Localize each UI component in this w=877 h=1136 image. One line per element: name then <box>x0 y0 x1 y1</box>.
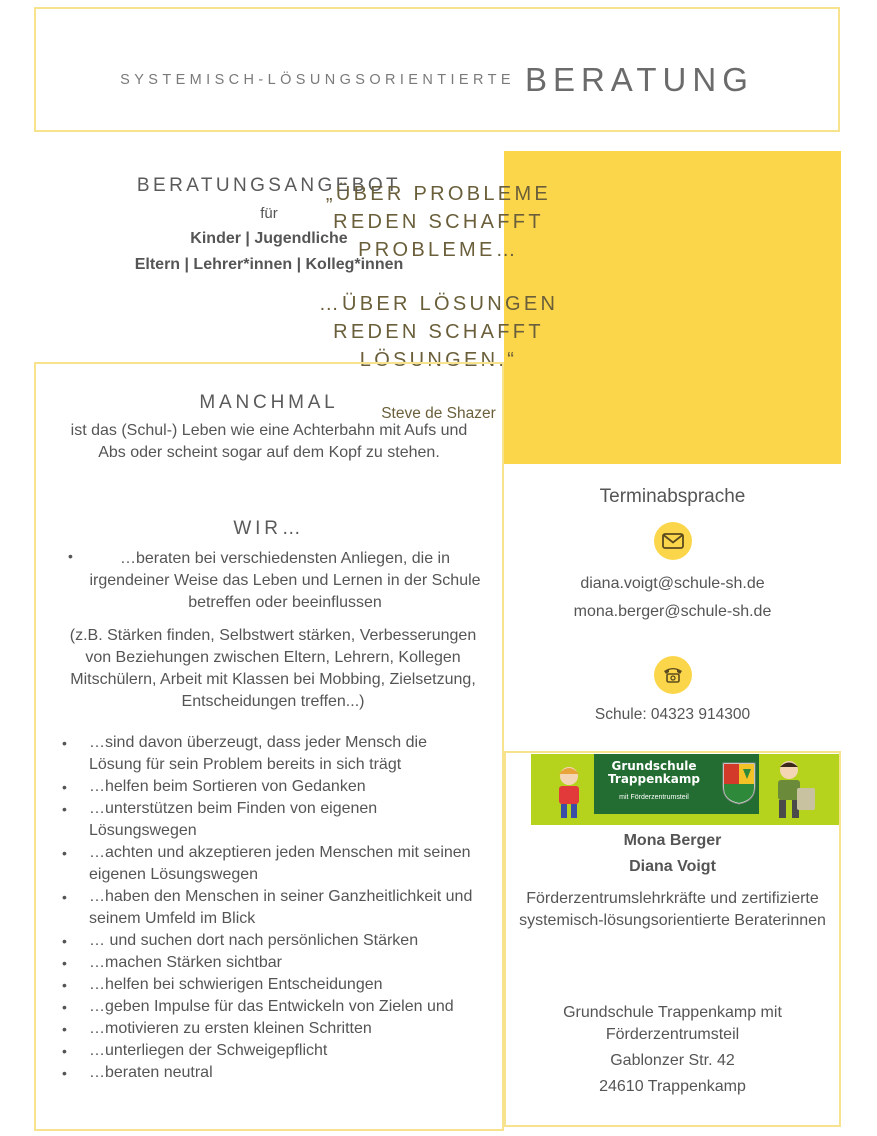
email-link[interactable]: mona.berger@schule-sh.de <box>573 603 772 620</box>
person-name: Mona Berger <box>623 832 722 849</box>
wir-list <box>62 732 482 1084</box>
angebot-target-2: Eltern | Lehrer*innen | Kolleg*innen <box>134 256 404 273</box>
list-item: • … und suchen dort nach persönlichen Stärken <box>62 930 482 952</box>
wir-first-text: …beraten bei verschiedensten Anliegen, die in irgendeiner Weise das Leben und Lernen in der Schule betreffen oder beeinflussen <box>89 550 481 611</box>
list-item: • …beraten neutral <box>62 1062 482 1084</box>
child-figure-icon <box>761 758 821 824</box>
list-item: • …unterliegen der Schweigepflicht <box>62 1040 482 1062</box>
quote-line: PROBLEME… <box>358 239 519 261</box>
address-street: Gablonzer Str. 42 <box>610 1052 735 1069</box>
address-school: Grundschule Trappenkamp mit Förderzentrumsteil <box>563 1004 782 1043</box>
phone-number: Schule: 04323 914300 <box>594 706 751 723</box>
bullet: • <box>68 548 73 564</box>
manchmal-heading: MANCHMAL <box>199 392 339 413</box>
quote-line: …ÜBER LÖSUNGEN <box>318 293 559 315</box>
wir-example-text: (z.B. Stärken finden, Selbstwert stärken, Verbesserungen von Beziehungen zwischen Eltern, Lehrern, Kollegen Mitschülern, Arbeit mit Klassen bei Mobbing, Zielsetzung, Entscheidungen treffen...) <box>69 627 477 710</box>
wir-first-item <box>68 548 488 713</box>
list-item: • …haben den Menschen in seiner Ganzheitlichkeit und seinem Umfeld im Blick <box>62 886 482 930</box>
person-role: Förderzentrumslehrkräfte und zertifizierte systemisch-lösungsorientierte Beraterinnen <box>519 890 826 929</box>
quote-line: „ÜBER PROBLEME <box>325 183 552 205</box>
envelope-icon <box>654 522 692 560</box>
list-item: • …geben Impulse für das Entwickeln von Zielen und <box>62 996 482 1018</box>
child-figure-icon <box>551 764 589 822</box>
page-title <box>36 61 838 99</box>
title-box <box>34 7 840 132</box>
person-name: Diana Voigt <box>629 858 716 875</box>
title-small: SYSTEMISCH-LÖSUNGSORIENTIERTE <box>120 72 515 88</box>
manchmal-section <box>34 392 504 464</box>
list-item: • …machen Stärken sichtbar <box>62 952 482 974</box>
list-item: • …unterstützen beim Finden von eigenen Lösungswegen <box>62 798 482 842</box>
angebot-heading: BERATUNGSANGEBOT <box>136 175 402 196</box>
coat-of-arms-icon <box>721 761 757 805</box>
quote-text <box>0 180 877 374</box>
email-link[interactable]: diana.voigt@schule-sh.de <box>580 575 765 592</box>
list-item: • …helfen beim Sortieren von Gedanken <box>62 776 482 798</box>
address-block <box>504 1002 841 1098</box>
manchmal-text: ist das (Schul-) Leben wie eine Achterbahn mit Aufs und Abs oder scheint sogar auf dem Kopf zu stehen. <box>70 422 468 461</box>
address-city: 24610 Trappenkamp <box>599 1078 746 1095</box>
list-item: • …achten und akzeptieren jeden Menschen mit seinen eigenen Lösungswegen <box>62 842 482 886</box>
contact-heading: Terminabsprache <box>599 486 746 507</box>
list-item: • …helfen bei schwierigen Entscheidungen <box>62 974 482 996</box>
school-logo-banner <box>531 754 839 825</box>
wir-heading: WIR… <box>233 518 305 539</box>
telephone-icon <box>654 656 692 694</box>
angebot-target-1: Kinder | Jugendliche <box>190 230 348 247</box>
quote-author: Steve de Shazer <box>381 405 496 422</box>
list-item: • …motivieren zu ersten kleinen Schritten <box>62 1018 482 1040</box>
list-item: • …sind davon überzeugt, dass jeder Mensch die Lösung für sein Problem bereits in sich trägt <box>62 732 482 776</box>
angebot-fuer: für <box>260 205 278 222</box>
school-logo-text: Grundschule Trappenkamp <box>608 759 700 786</box>
quote-line: REDEN SCHAFFT <box>333 321 544 343</box>
title-big: BERATUNG <box>524 61 754 98</box>
school-logo-subtext: mit Förderzentrumsteil <box>619 794 689 801</box>
contact-section <box>504 486 841 724</box>
quote-line: REDEN SCHAFFT <box>333 211 544 233</box>
quote-line: LÖSUNGEN.“ <box>359 349 518 371</box>
people-section <box>504 828 841 932</box>
